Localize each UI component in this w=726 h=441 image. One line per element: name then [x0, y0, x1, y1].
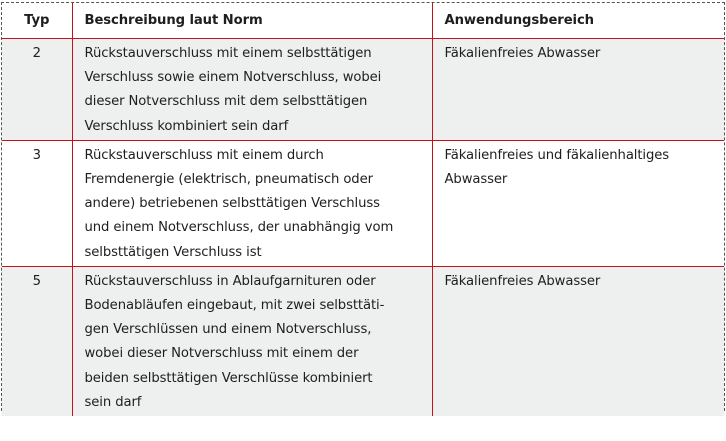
text-line: Fäkalienfreies Abwasser — [444, 273, 601, 289]
text-line: Fäkalienfreies und fäkalienhaltiges — [444, 147, 670, 163]
rueckstauverschluss-table — [2, 3, 724, 416]
text-line: andere) betriebenen selbsttätigen Verschluss — [84, 196, 380, 212]
header-beschreibung: Beschreibung laut Norm — [72, 3, 432, 39]
text-line: Bodenabläufen eingebaut, mit zwei selbsttäti- — [84, 298, 385, 314]
cell-typ: 3 — [2, 140, 72, 266]
text-line: Rückstauverschluss mit einem selbsttätigen — [84, 46, 372, 61]
text-line: Rückstauverschluss in Ablaufgarnituren oder — [84, 273, 376, 289]
text-line: Abwasser — [444, 172, 508, 188]
cell-anwendungsbereich — [432, 140, 724, 266]
table-row — [2, 39, 724, 141]
text-line: Fremdenergie (elektrisch, pneumatisch oder — [84, 172, 373, 188]
header-anwendungsbereich: Anwendungsbereich — [432, 3, 724, 39]
text-line: selbsttätigen Verschluss ist — [84, 244, 262, 260]
cell-anwendungsbereich — [432, 266, 724, 416]
text-line: Fäkalienfreies Abwasser — [444, 46, 601, 61]
cell-beschreibung — [72, 266, 432, 416]
cell-beschreibung — [72, 140, 432, 266]
cell-typ: 5 — [2, 266, 72, 416]
table-row — [2, 140, 724, 266]
text-line: gen Verschlüssen und einem Notverschluss, — [84, 322, 372, 338]
cell-anwendungsbereich — [432, 39, 724, 141]
table-header-row — [2, 3, 724, 39]
text-line: beiden selbsttätigen Verschlüsse kombiniert — [84, 370, 373, 386]
header-typ: Typ — [2, 3, 72, 39]
table-row — [2, 266, 724, 416]
text-line: Verschluss sowie einem Notverschluss, wobei — [84, 70, 382, 86]
text-line: wobei dieser Notverschluss mit einem der — [84, 346, 359, 362]
text-line: Rückstauverschluss mit einem durch — [84, 147, 324, 163]
text-line: und einem Notverschluss, der unabhängig vom — [84, 220, 394, 236]
text-line: sein darf — [84, 394, 142, 410]
text-line: Verschluss kombiniert sein darf — [84, 118, 289, 134]
cell-typ: 2 — [2, 39, 72, 141]
table-frame — [1, 2, 725, 411]
text-line: dieser Notverschluss mit dem selbsttätigen — [84, 94, 368, 110]
cell-beschreibung — [72, 39, 432, 141]
